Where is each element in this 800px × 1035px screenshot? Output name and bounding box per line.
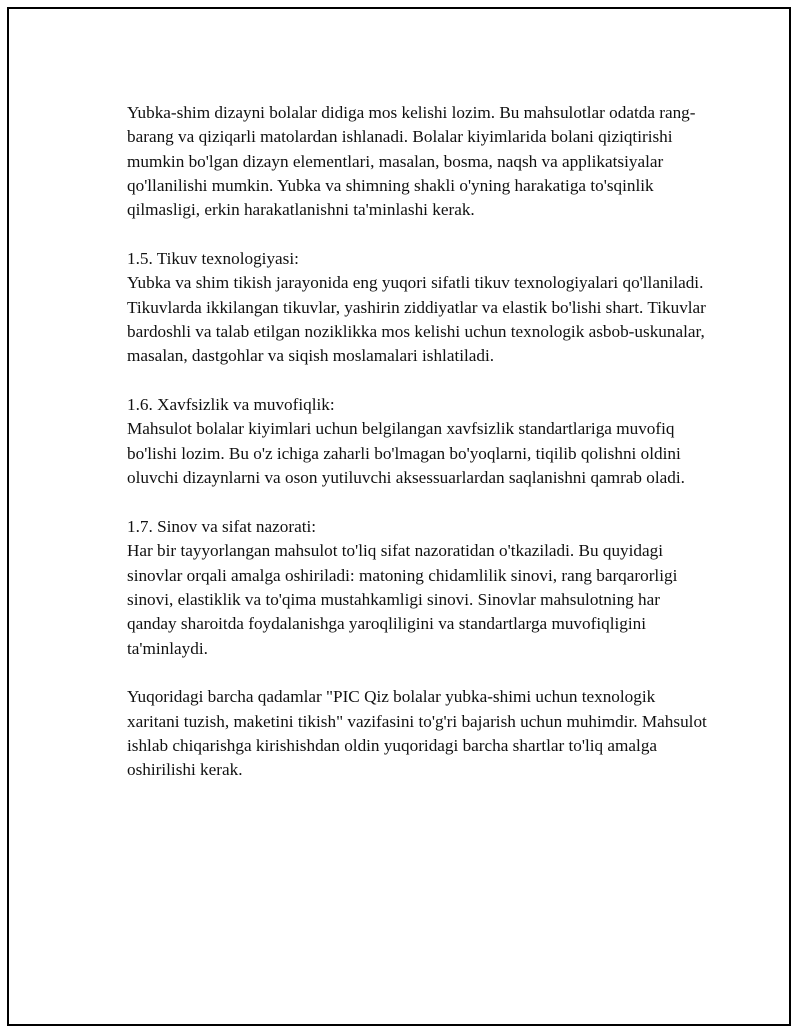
page-border (7, 7, 791, 1026)
section-heading: 1.6. Xavfsizlik va muvofiqlik: (127, 395, 335, 415)
paragraph-conclusion (127, 685, 707, 782)
section-heading: 1.5. Tikuv texnologiyasi: (127, 249, 299, 269)
document-body (127, 101, 707, 807)
paragraph-design (127, 101, 707, 223)
section-heading: 1.7. Sinov va sifat nazorati: (127, 516, 317, 536)
paragraph-text: Mahsulot bolalar kiyimlari uchun belgilangan xavfsizlik standartlariga muvofiq bo'lishi lozim. Bu o'z ichiga zaharli bo'lmagan bo'yoqlarni, tiqilib qolishni oldini oluvchi dizaynlarni va oson yutiluvchi aksessuarlardan saqlanishni qamrab oladi. (127, 419, 685, 488)
paragraph-sewing-technology (127, 247, 707, 369)
paragraph-text: Yubka va shim tikish jarayonida eng yuqori sifatli tikuv texnologiyalari qo'llaniladi. Tikuvlarda ikkilangan tikuvlar, yashirin ziddiyatlar va elastik bo'lishi shart. Tikuvlar bardoshli va talab etilgan noziklikka mos kelishi uchun texnologik asbob-uskunalar, masalan, dastgohlar va siqish moslamalari ishlatiladi. (127, 273, 706, 366)
paragraph-testing-quality (127, 515, 707, 661)
paragraph-text: Yubka-shim dizayni bolalar didiga mos kelishi lozim. Bu mahsulotlar odatda rang-barang va qiziqarli matolardan ishlanadi. Bolalar kiyimlarida bolani qiziqtirishi mumkin bo'lgan dizayn elementlari, masalan, bosma, naqsh va applikatsiyalar qo'llanilishi mumkin. Yubka va shimning shakli o'yning harakatiga to'sqinlik qilmasligi, erkin harakatlanishni ta'minlashi kerak. (127, 103, 696, 220)
paragraph-safety-compliance (127, 393, 707, 490)
paragraph-text: Yuqoridagi barcha qadamlar "PIC Qiz bolalar yubka-shimi uchun texnologik xaritani tuzish, maketini tikish" vazifasini to'g'ri bajarish uchun muhimdir. Mahsulot ishlab chiqarishga kirishishdan oldin yuqoridagi barcha shartlar to'liq amalga oshirilishi kerak. (127, 687, 707, 780)
paragraph-text: Har bir tayyorlangan mahsulot to'liq sifat nazoratidan o'tkaziladi. Bu quyidagi sinovlar orqali amalga oshiriladi: matoning chidamlilik sinovi, rang barqarorligi sinovi, elastiklik va to'qima mustahkamligi sinovi. Sinovlar mahsulotning har qanday sharoitda foydalanishga yaroqliligini va standartlarga muvofiqligini ta'minlaydi. (127, 541, 678, 658)
